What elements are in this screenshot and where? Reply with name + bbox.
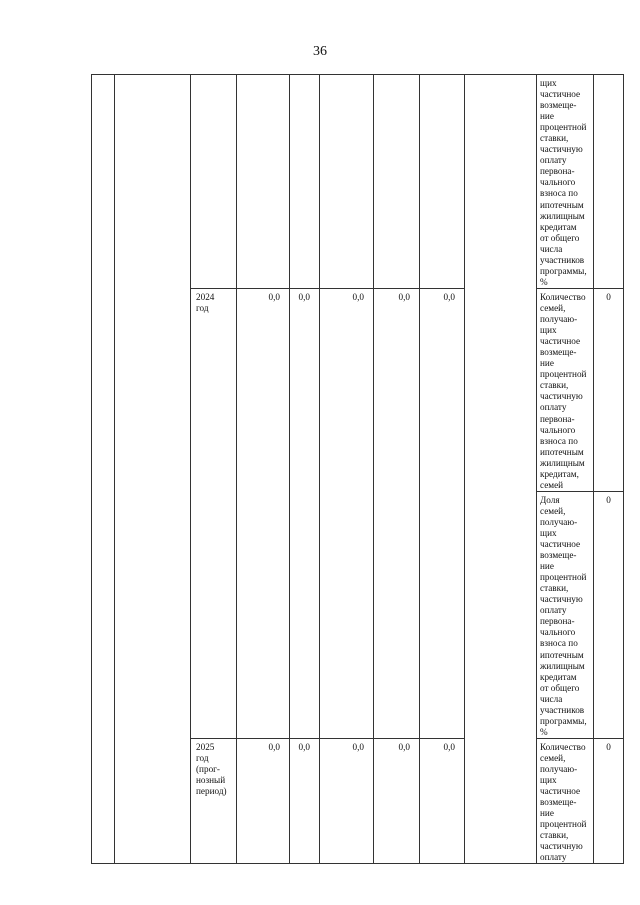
value-cell: [374, 75, 420, 289]
event-name-cell: [115, 75, 191, 864]
indicator-description: щих частичное возмеще- ние процентной ставки, частичную оплату первона- чального взноса по ипотечным жилищным кредитам от общего числа участников программы, %: [537, 75, 594, 289]
value-cell: 0,0: [420, 738, 465, 864]
page-number: 36: [313, 44, 327, 59]
program-table: [91, 74, 624, 864]
value-cell: [290, 75, 320, 289]
indicator-description: Количество семей, получаю- щих частичное возмеще- ние процентной ставки, частичную оплату первона- чального взноса по ипотечным жилищным кредитам, семей: [537, 289, 594, 492]
indicator-value: 0: [594, 738, 624, 864]
value-cell: 0,0: [420, 289, 465, 739]
value-cell: 0,0: [374, 738, 420, 864]
indicator-description: Количество семей, получаю- щих частичное возмеще- ние процентной ставки, частичную оплату: [537, 738, 594, 864]
table-row: [92, 75, 624, 289]
period-cell: 2025 год (прог- нозный период): [191, 738, 237, 864]
value-cell: 0,0: [290, 738, 320, 864]
value-cell: 0,0: [237, 289, 290, 739]
value-cell: 0,0: [320, 738, 374, 864]
value-cell: 0,0: [290, 289, 320, 739]
executor-cell: [465, 75, 537, 864]
value-cell: [420, 75, 465, 289]
period-cell: [191, 75, 237, 289]
period-cell: 2024 год: [191, 289, 237, 739]
indicator-value: [594, 75, 624, 289]
value-cell: [237, 75, 290, 289]
indicator-description: Доля семей, получаю- щих частичное возмеще- ние процентной ставки, частичную оплату первона- чального взноса по ипотечным жилищным кредитам от общего числа участников программы, %: [537, 491, 594, 738]
row-number-cell: [92, 75, 115, 864]
value-cell: 0,0: [320, 289, 374, 739]
value-cell: [320, 75, 374, 289]
value-cell: 0,0: [374, 289, 420, 739]
indicator-value: 0: [594, 289, 624, 492]
indicator-value: 0: [594, 491, 624, 738]
value-cell: 0,0: [237, 738, 290, 864]
